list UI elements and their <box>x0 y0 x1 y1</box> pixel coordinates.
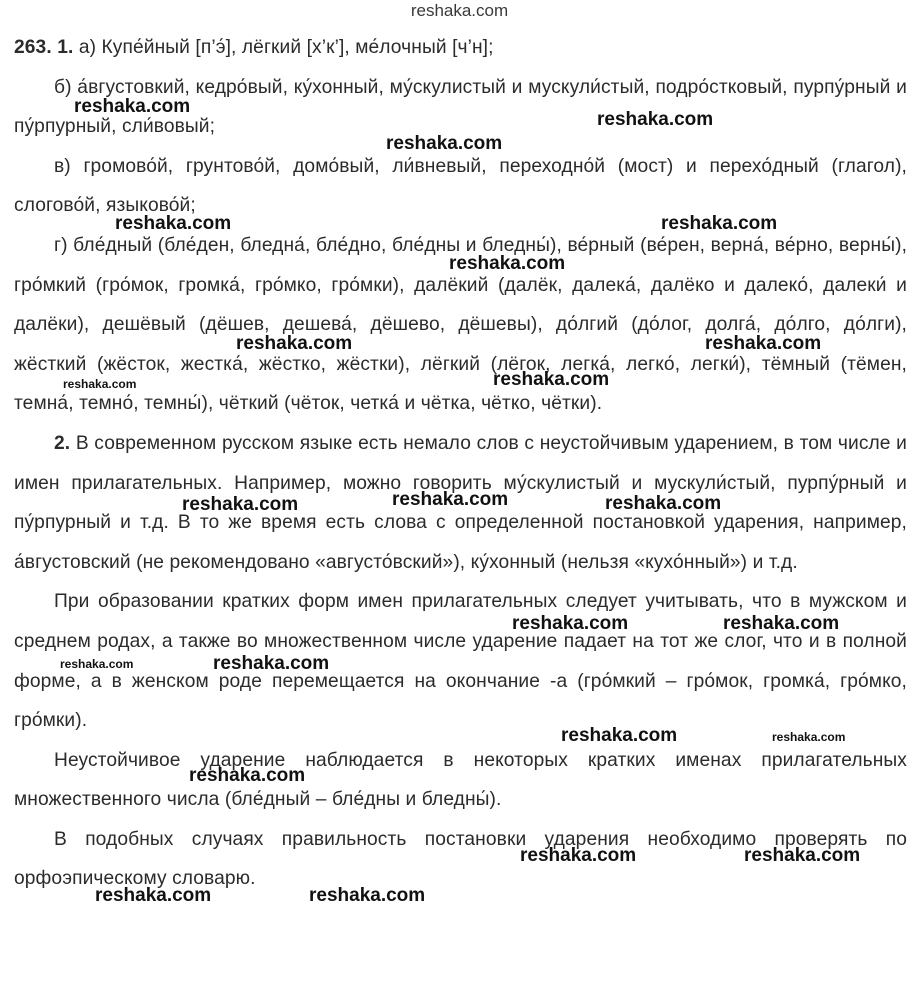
part2-p4: В подобных случаях правильность постановки ударения необходимо проверять по орфоэпическому словарю. <box>14 828 907 890</box>
watermark: reshaka.com <box>189 765 306 786</box>
watermark: reshaka.com <box>605 493 722 514</box>
watermark: reshaka.com <box>772 730 846 744</box>
part2-p3: Неустойчивое ударение наблюдается в некоторых кратких именах прилагательных множественного числа (бле́дный – бле́дны и бледны́). <box>14 749 907 811</box>
watermark: reshaka.com <box>95 885 212 906</box>
part1-v: в) громово́й, грунтово́й, домо́вый, ли́вневый, переходно́й (мост) и перехо́дный (глагол), слогово́й, языково́й; <box>14 155 907 217</box>
part1-g: г) бле́дный (бле́ден, бледна́, бле́дно, бле́дны и бледны́), ве́рный (ве́рен, верна́, ве́рно, верны́), гро́мкий (гро́мок, громка́, гро́мко, гро́мки), далёкий (далёк, далека́, далёко и далеко́, далеки́ и далёки), дешёвый (дёшев, дешева́, дёшево, дёшевы), до́лгий (до́лог, долга́, до́лго, до́лги), жёсткий (жёсток, жестка́, жёстко, жёстки), лёгкий (лёгок, легка́, легко́, легки́), тёмный (тёмен, темна́, темно́, темны́), чёткий (чёток, четка́ и чётка, чётко, чётки). <box>14 234 907 415</box>
watermark: reshaka.com <box>236 333 353 354</box>
task-number: 263. <box>14 37 52 58</box>
watermark: reshaka.com <box>392 489 509 510</box>
part2-p1-text: В современном русском языке есть немало слов с неустойчивым ударением, в том числе и имен прилагательных. Например, можно говорить му́скулистый и мускули́стый, пурпу́рный и пу́рпурный и т.д. В то же время есть слова с определенной постановкой ударения, например, а́вгустовский (не рекомендовано «августо́вский»), ку́хонный (нельзя «кухо́нный») и т.д. <box>14 432 908 573</box>
part2-p2: При образовании кратких форм имен прилагательных следует учитывать, что в мужском и среднем родах, а также во множественном числе ударение падает на тот же слог, что и в полной форме, а в женском роде перемещается на окончание -а (гро́мкий – гро́мок, громка́, гро́мко, гро́мки). <box>14 591 907 732</box>
watermark: reshaka.com <box>60 657 134 671</box>
watermark: reshaka.com <box>63 377 137 391</box>
watermark: reshaka.com <box>520 845 637 866</box>
watermark: reshaka.com <box>449 253 566 274</box>
part2-label: 2. <box>54 432 71 454</box>
site-header: reshaka.com <box>410 1 509 20</box>
watermark: reshaka.com <box>723 613 840 634</box>
watermark: reshaka.com <box>661 213 778 234</box>
part1-a <box>14 28 907 68</box>
watermark: reshaka.com <box>74 96 191 117</box>
watermark: reshaka.com <box>309 885 426 906</box>
watermark: reshaka.com <box>705 333 822 354</box>
part1-a-text: а) Купе́йный [п’э́], лёгкий [х’к’], ме́лочный [ч’н]; <box>78 37 494 58</box>
part1-b: б) а́вгустовкий, кедро́вый, ку́хонный, му́скулистый и мускули́стый, подро́стковый, пурпу́рный и пу́рпурный, сли́вовый; <box>14 76 907 138</box>
watermark: reshaka.com <box>512 613 629 634</box>
watermark: reshaka.com <box>493 369 610 390</box>
watermark: reshaka.com <box>182 494 299 515</box>
watermark: reshaka.com <box>386 133 503 154</box>
watermark: reshaka.com <box>213 653 330 674</box>
watermark: reshaka.com <box>744 845 861 866</box>
watermark: reshaka.com <box>561 725 678 746</box>
watermark: reshaka.com <box>115 213 232 234</box>
answer-text <box>14 28 907 899</box>
watermark: reshaka.com <box>597 109 714 130</box>
part1-label: 1. <box>57 37 74 58</box>
